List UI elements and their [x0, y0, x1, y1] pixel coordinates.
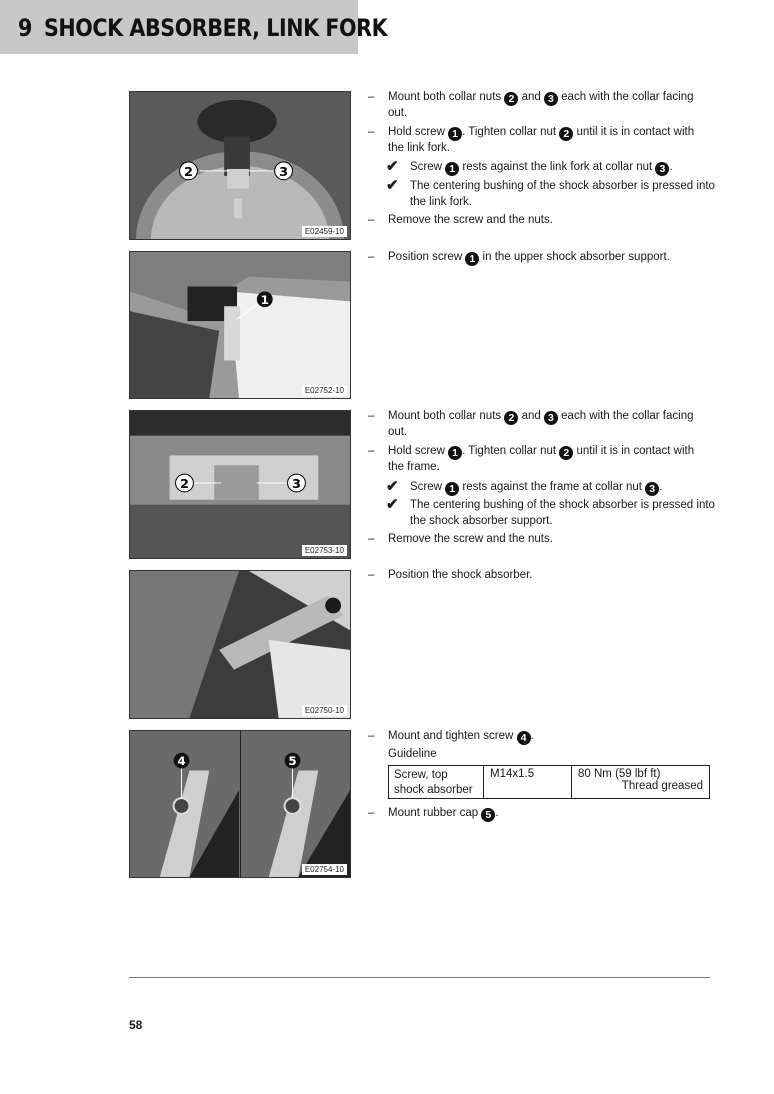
step-mount-collar-nuts [368, 90, 713, 122]
callout-3: 3 [279, 164, 289, 180]
step-text: Hold screw [388, 126, 445, 138]
step-position-shock-absorber [368, 568, 713, 584]
callout-badge: 1 [445, 162, 459, 176]
footer-rule [129, 977, 710, 978]
check-icon: ✔ [386, 478, 399, 495]
torque-table [388, 765, 710, 799]
step-text: Mount and tighten screw [388, 730, 514, 742]
step-dash: – [368, 91, 375, 103]
step-text: Position screw [388, 251, 463, 263]
step-dash: – [368, 533, 375, 545]
step-text: each with the collar facing out. [388, 91, 694, 119]
step-text: each with the collar facing out. [388, 410, 694, 438]
callout-badge: 1 [445, 482, 459, 496]
figure-position-shock-absorber [129, 570, 351, 719]
step-text: until it is in contact with the link fork. [388, 126, 695, 154]
step-text: . [495, 807, 499, 819]
callout-badge: 2 [504, 411, 518, 425]
step-text: until it is in contact with the frame. [388, 445, 695, 473]
check-text: Screw [410, 481, 442, 493]
callout-badge: 4 [517, 731, 531, 745]
figure-tighten-screw-rubber-cap [129, 730, 351, 878]
step-mount-rubber-cap [368, 806, 713, 822]
figure-divider [240, 731, 241, 877]
callout-1: 1 [260, 292, 269, 307]
check-text: The centering bushing of the shock absorber is pressed into the link fork. [410, 180, 715, 208]
chapter-number: 9 [18, 14, 32, 42]
figure-code: E02753-10 [302, 545, 347, 556]
callout-badge: 2 [504, 92, 518, 106]
callout-badge: 3 [544, 411, 558, 425]
step-dash: – [368, 126, 375, 138]
callout-badge: 1 [465, 252, 479, 266]
callout-badge: 2 [559, 127, 573, 141]
step-hold-screw [368, 125, 713, 157]
check-text: Screw [410, 161, 442, 173]
step-dash: – [368, 251, 375, 263]
callout-badge: 2 [559, 446, 573, 460]
page-number: 58 [129, 1018, 143, 1032]
step-text: Position the shock absorber. [388, 569, 533, 581]
check-icon: ✔ [386, 158, 399, 175]
step-dash: – [368, 410, 375, 422]
figure-upper-shock-support [129, 251, 351, 399]
figure-code: E02459-10 [302, 226, 347, 237]
step-dash: – [368, 807, 375, 819]
step-dash: – [368, 569, 375, 581]
step-text: Remove the screw and the nuts. [388, 533, 553, 545]
check-text: . [669, 161, 673, 173]
callout-badge: 3 [645, 482, 659, 496]
chapter-header [0, 0, 388, 54]
step-mount-collar-nuts-frame [368, 409, 713, 441]
chapter-heading: SHOCK ABSORBER, LINK FORK [43, 14, 388, 42]
figure-link-fork-collar-nuts [129, 91, 351, 240]
chapter-title [18, 14, 387, 42]
callout-badge: 1 [448, 127, 462, 141]
step-dash: – [368, 214, 375, 226]
callout-2: 2 [180, 476, 189, 492]
torque-part: Screw, top shock absorber [389, 766, 484, 798]
callout-badge: 1 [448, 446, 462, 460]
figure-code: E02754-10 [302, 864, 347, 875]
step-text: and [521, 91, 541, 103]
check-text: . [659, 481, 663, 493]
step-position-screw [368, 250, 713, 266]
callout-2: 2 [183, 164, 193, 180]
torque-value: 80 Nm (59 lbf ft) [578, 768, 661, 780]
torque-value-cell [572, 766, 709, 798]
check-centering-bushing-support [386, 498, 716, 529]
figure-code: E02750-10 [302, 705, 347, 716]
figure-frame-collar-nuts [129, 410, 351, 559]
callout-4: 4 [177, 754, 186, 769]
step-text: Mount both collar nuts [388, 410, 502, 422]
callout-3: 3 [292, 476, 301, 492]
step-text: . [530, 730, 534, 742]
step-hold-screw-frame [368, 444, 713, 476]
callout-badge: 3 [544, 92, 558, 106]
step-remove-screw [368, 213, 713, 229]
check-icon: ✔ [386, 496, 399, 513]
step-text: Mount rubber cap [388, 807, 479, 819]
step-dash: – [368, 730, 375, 742]
figure-code: E02752-10 [302, 385, 347, 396]
guideline-label: Guideline [388, 748, 437, 760]
step-remove-screw-frame [368, 532, 713, 548]
step-text: in the upper shock absorber support. [482, 251, 670, 263]
check-screw-rests-frame [386, 480, 716, 496]
check-screw-rests [386, 160, 716, 176]
step-text: Remove the screw and the nuts. [388, 214, 553, 226]
torque-note: Thread greased [621, 780, 703, 792]
callout-badge: 3 [655, 162, 669, 176]
torque-thread: M14x1.5 [484, 766, 572, 798]
check-icon: ✔ [386, 177, 399, 194]
step-text: . Tighten collar nut [462, 126, 557, 138]
step-tighten-screw [368, 729, 713, 745]
check-text: rests against the link fork at collar nut [462, 161, 653, 173]
step-text: . Tighten collar nut [462, 445, 557, 457]
step-text: Mount both collar nuts [388, 91, 502, 103]
step-text: Hold screw [388, 445, 445, 457]
check-centering-bushing [386, 179, 716, 210]
callout-5: 5 [288, 754, 297, 769]
check-text: rests against the frame at collar nut [462, 481, 642, 493]
callout-badge: 5 [481, 808, 495, 822]
step-text: and [521, 410, 541, 422]
check-text: The centering bushing of the shock absorber is pressed into the shock absorber support. [410, 499, 715, 527]
step-dash: – [368, 445, 375, 457]
